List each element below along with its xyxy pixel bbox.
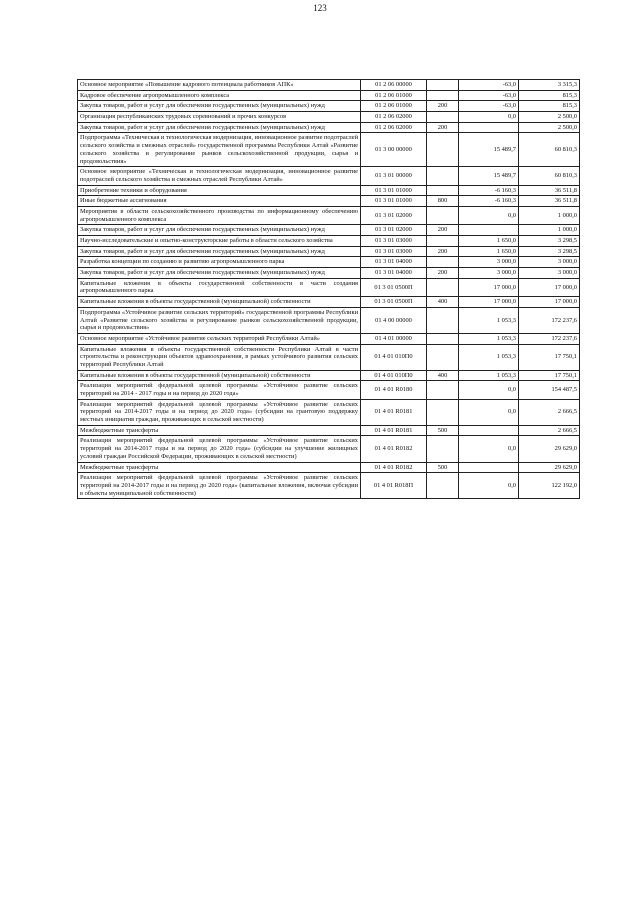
- row-code: 01 3 01 04000: [361, 257, 427, 268]
- row-name: Организация республиканских трудовых соревнований и прочих конкурсов: [78, 112, 361, 123]
- row-code: 01 3 01 03000: [361, 236, 427, 247]
- row-expense-type: 400: [427, 297, 459, 308]
- row-name: Закупка товаров, работ и услуг для обеспечения государственных (муниципальных) нужд: [78, 246, 361, 257]
- row-name: Кадровое обеспечение агропромышленного комплекса: [78, 90, 361, 101]
- table-row: [78, 399, 580, 425]
- row-code: 01 2 06 02000: [361, 122, 427, 133]
- row-expense-type: [427, 344, 459, 370]
- table-row: [78, 167, 580, 185]
- row-total-amount: 154 487,5: [519, 381, 580, 399]
- row-total-amount: 36 511,8: [519, 185, 580, 196]
- row-change-amount: 15 489,7: [459, 167, 519, 185]
- row-code: 01 3 01 01000: [361, 185, 427, 196]
- row-change-amount: [459, 425, 519, 436]
- row-change-amount: 17 000,0: [459, 278, 519, 296]
- page-number: 123: [313, 3, 327, 13]
- row-code: 01 4 00 00000: [361, 307, 427, 333]
- row-total-amount: 3 298,5: [519, 236, 580, 247]
- table-row: [78, 462, 580, 473]
- row-expense-type: [427, 333, 459, 344]
- row-total-amount: 122 192,0: [519, 473, 580, 499]
- row-total-amount: 29 629,0: [519, 462, 580, 473]
- row-name: Закупка товаров, работ и услуг для обеспечения государственных (муниципальных) нужд: [78, 268, 361, 279]
- row-name: Приобретение техники и оборудования: [78, 185, 361, 196]
- row-name: Подпрограмма «Техническая и технологическая модернизация, инновационное развитие подотраслей сельского хозяйства и смежных отраслей» государственной программы Республики Алтай «Развитие сельского хозяйства и регулирование рынков сельскохозяйственной продукции, сырья и продовольствия»: [78, 133, 361, 167]
- row-name: Закупка товаров, работ и услуг для обеспечения государственных (муниципальных) нужд: [78, 225, 361, 236]
- row-total-amount: 29 629,0: [519, 436, 580, 462]
- row-total-amount: 3 000,0: [519, 268, 580, 279]
- row-change-amount: 0,0: [459, 206, 519, 224]
- row-change-amount: -63,0: [459, 80, 519, 91]
- row-change-amount: 3 000,0: [459, 257, 519, 268]
- table-row: [78, 425, 580, 436]
- row-expense-type: 500: [427, 462, 459, 473]
- row-code: 01 4 01 010П0: [361, 344, 427, 370]
- row-name: Разработка концепции по созданию и развитию агропромышленного парка: [78, 257, 361, 268]
- table-row: [78, 381, 580, 399]
- table-row: [78, 268, 580, 279]
- row-name: Реализация мероприятий федеральной целевой программы «Устойчивое развитие сельских территорий на 2014-2017 годы и на период до 2020 года» (субсидии на грантовую поддержку местных инициатив граждан, проживающих в сельской местности): [78, 399, 361, 425]
- row-name: Реализация мероприятий федеральной целевой программы «Устойчивое развитие сельских территорий на 2014-2017 годы и на период до 2020 года» (капитальные вложения, включая субсидии в объекты муниципальной собственности): [78, 473, 361, 499]
- row-code: 01 4 01 R018П: [361, 473, 427, 499]
- row-name: Закупка товаров, работ и услуг для обеспечения государственных (муниципальных) нужд: [78, 101, 361, 112]
- row-total-amount: 172 237,6: [519, 333, 580, 344]
- table-row: [78, 196, 580, 207]
- row-code: 01 4 01 R0180: [361, 381, 427, 399]
- row-change-amount: [459, 225, 519, 236]
- row-expense-type: [427, 236, 459, 247]
- row-expense-type: 200: [427, 122, 459, 133]
- table-row: [78, 112, 580, 123]
- row-change-amount: 1 053,3: [459, 307, 519, 333]
- row-total-amount: 1 000,0: [519, 225, 580, 236]
- row-expense-type: 500: [427, 425, 459, 436]
- row-change-amount: [459, 462, 519, 473]
- row-code: 01 4 01 R0181: [361, 399, 427, 425]
- row-expense-type: [427, 90, 459, 101]
- row-name: Реализация мероприятий федеральной целевой программы «Устойчивое развитие сельских территорий на 2014-2017 годы и на период до 2020 года» (субсидии на улучшение жилищных условий граждан Российской Федерации, проживающих в сельской местности): [78, 436, 361, 462]
- row-code: 01 3 01 0500П: [361, 297, 427, 308]
- row-total-amount: 3 315,3: [519, 80, 580, 91]
- row-code: 01 3 00 00000: [361, 133, 427, 167]
- row-code: 01 3 01 03000: [361, 246, 427, 257]
- row-code: 01 4 01 R0181: [361, 425, 427, 436]
- row-total-amount: 2 500,0: [519, 122, 580, 133]
- row-expense-type: 200: [427, 225, 459, 236]
- row-change-amount: -6 160,3: [459, 196, 519, 207]
- row-expense-type: [427, 381, 459, 399]
- row-code: 01 4 01 R0182: [361, 462, 427, 473]
- table-row: [78, 185, 580, 196]
- row-name: Иные бюджетные ассигнования: [78, 196, 361, 207]
- row-total-amount: 2 666,5: [519, 425, 580, 436]
- row-expense-type: [427, 80, 459, 91]
- row-total-amount: 3 000,0: [519, 257, 580, 268]
- row-expense-type: 800: [427, 196, 459, 207]
- row-change-amount: -63,0: [459, 90, 519, 101]
- row-code: 01 3 01 04000: [361, 268, 427, 279]
- row-total-amount: 815,3: [519, 90, 580, 101]
- row-name: Межбюджетные трансферты: [78, 425, 361, 436]
- row-name: Капитальные вложения в объекты государственной собственности в части создания агропромышленного парка: [78, 278, 361, 296]
- row-code: 01 3 01 01000: [361, 196, 427, 207]
- row-change-amount: 0,0: [459, 112, 519, 123]
- row-total-amount: 2 666,5: [519, 399, 580, 425]
- row-code: 01 2 06 01000: [361, 101, 427, 112]
- row-name: Капитальные вложения в объекты государственной (муниципальной) собственности: [78, 297, 361, 308]
- row-name: Межбюджетные трансферты: [78, 462, 361, 473]
- row-total-amount: 17 750,1: [519, 344, 580, 370]
- row-change-amount: -63,0: [459, 101, 519, 112]
- row-name: Основное мероприятие «Повышение кадрового потенциала работников АПК»: [78, 80, 361, 91]
- row-change-amount: 1 053,3: [459, 344, 519, 370]
- row-total-amount: 1 000,0: [519, 206, 580, 224]
- row-name: Научно-исследовательские и опытно-конструкторские работы в области сельского хозяйства: [78, 236, 361, 247]
- row-total-amount: 60 810,3: [519, 133, 580, 167]
- row-total-amount: 17 000,0: [519, 297, 580, 308]
- row-expense-type: [427, 399, 459, 425]
- table-row: [78, 225, 580, 236]
- row-total-amount: 815,3: [519, 101, 580, 112]
- row-change-amount: 0,0: [459, 473, 519, 499]
- row-code: 01 2 06 00000: [361, 80, 427, 91]
- row-change-amount: 0,0: [459, 399, 519, 425]
- table-row: [78, 122, 580, 133]
- row-change-amount: 3 000,0: [459, 268, 519, 279]
- row-change-amount: 1 053,3: [459, 370, 519, 381]
- row-expense-type: 200: [427, 101, 459, 112]
- row-total-amount: 17 000,0: [519, 278, 580, 296]
- row-name: Подпрограмма «Устойчивое развитие сельских территорий» государственной программы Республики Алтай «Развитие сельского хозяйства и регулирование рынков сельскохозяйственной продукции, сырья и продовольствия»: [78, 307, 361, 333]
- row-name: Закупка товаров, работ и услуг для обеспечения государственных (муниципальных) нужд: [78, 122, 361, 133]
- row-code: 01 2 06 02000: [361, 112, 427, 123]
- row-change-amount: 1 053,3: [459, 333, 519, 344]
- row-expense-type: [427, 257, 459, 268]
- table-row: [78, 101, 580, 112]
- row-code: 01 3 01 00000: [361, 167, 427, 185]
- table-row: [78, 90, 580, 101]
- table-row: [78, 133, 580, 167]
- row-change-amount: [459, 122, 519, 133]
- row-expense-type: [427, 206, 459, 224]
- row-code: 01 3 01 02000: [361, 225, 427, 236]
- table-row: [78, 344, 580, 370]
- row-code: 01 4 01 010П0: [361, 370, 427, 381]
- row-code: 01 3 01 0500П: [361, 278, 427, 296]
- row-total-amount: 60 810,3: [519, 167, 580, 185]
- row-change-amount: 1 650,0: [459, 246, 519, 257]
- table-row: [78, 80, 580, 91]
- row-name: Капитальные вложения в объекты государственной собственности Республики Алтай в части строительства и реконструкции объектов здравоохранения, в рамках устойчивого развития сельских территорий Республики Алтай: [78, 344, 361, 370]
- row-total-amount: 36 511,8: [519, 196, 580, 207]
- table-row: [78, 436, 580, 462]
- table-row: [78, 333, 580, 344]
- row-total-amount: 3 298,5: [519, 246, 580, 257]
- table-row: [78, 206, 580, 224]
- row-expense-type: 200: [427, 246, 459, 257]
- row-name: Реализация мероприятий федеральной целевой программы «Устойчивое развитие сельских территорий на 2014 - 2017 годы и на период до 2020 года»: [78, 381, 361, 399]
- table-row: [78, 370, 580, 381]
- row-code: 01 4 01 00000: [361, 333, 427, 344]
- table-row: [78, 236, 580, 247]
- row-expense-type: [427, 185, 459, 196]
- row-total-amount: 172 237,6: [519, 307, 580, 333]
- row-total-amount: 17 750,1: [519, 370, 580, 381]
- row-expense-type: [427, 473, 459, 499]
- row-expense-type: [427, 436, 459, 462]
- row-expense-type: 200: [427, 268, 459, 279]
- row-code: 01 3 01 02000: [361, 206, 427, 224]
- table-row: [78, 473, 580, 499]
- table-row: [78, 297, 580, 308]
- row-change-amount: -6 160,3: [459, 185, 519, 196]
- row-code: 01 4 01 R0182: [361, 436, 427, 462]
- row-change-amount: 15 489,7: [459, 133, 519, 167]
- row-change-amount: 1 650,0: [459, 236, 519, 247]
- row-total-amount: 2 500,0: [519, 112, 580, 123]
- row-expense-type: [427, 167, 459, 185]
- table-row: [78, 307, 580, 333]
- row-change-amount: 0,0: [459, 381, 519, 399]
- budget-table: [77, 79, 580, 499]
- row-expense-type: 400: [427, 370, 459, 381]
- table-row: [78, 278, 580, 296]
- row-change-amount: 0,0: [459, 436, 519, 462]
- row-expense-type: [427, 307, 459, 333]
- row-change-amount: 17 000,0: [459, 297, 519, 308]
- row-name: Капитальные вложения в объекты государственной (муниципальной) собственности: [78, 370, 361, 381]
- row-code: 01 2 06 01000: [361, 90, 427, 101]
- row-expense-type: [427, 278, 459, 296]
- table-row: [78, 246, 580, 257]
- row-name: Основное мероприятие «Устойчивое развитие сельских территорий Республики Алтай»: [78, 333, 361, 344]
- row-name: Мероприятия в области сельскохозяйственного производства по информационному обеспечению агропромышленного комплекса: [78, 206, 361, 224]
- row-expense-type: [427, 133, 459, 167]
- row-name: Основное мероприятие «Техническая и технологическая модернизация, инновационное развитие подотраслей сельского хозяйства и смежных отраслей Республики Алтай»: [78, 167, 361, 185]
- table-row: [78, 257, 580, 268]
- row-expense-type: [427, 112, 459, 123]
